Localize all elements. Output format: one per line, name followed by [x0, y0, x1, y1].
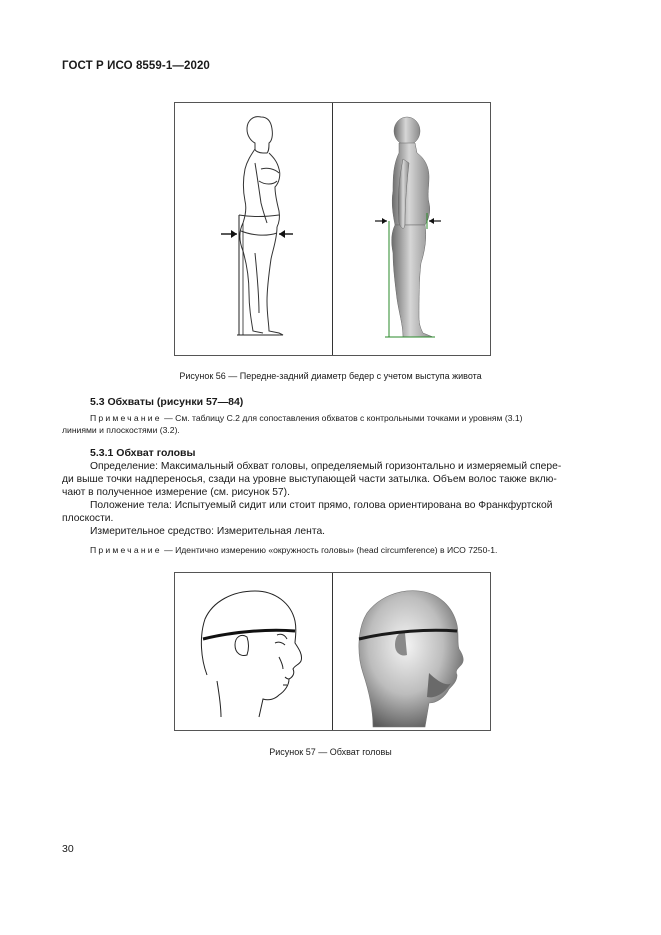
- note-text-line1: — См. таблицу С.2 для сопоставления обхватов с контрольными точками и уровням (3.1): [161, 413, 523, 423]
- instrument-line: Измерительное средство: Измерительная лента.: [90, 526, 326, 537]
- section-5-3-heading: 5.3 Обхваты (рисунки 57—84): [90, 396, 244, 408]
- note-label: Примечание: [90, 413, 162, 423]
- body-side-3d-scan: [333, 103, 490, 355]
- section-5-3-note-line2: [62, 425, 571, 436]
- definition-line-2: ди выше точки надпереносья, сзади на уровне выступающей части затылка. Объем волос также вклю-: [62, 474, 557, 485]
- head-line-drawing: [175, 573, 332, 730]
- note-text-2: — Идентично измерению «окружность головы» (head circumference) в ИСО 7250-1.: [161, 545, 498, 555]
- page-number: 30: [62, 843, 74, 855]
- definition-line-3: чают в полученное измерение (см. рисунок 57).: [62, 487, 290, 498]
- definition-line-1: Определение: Максимальный обхват головы, определяемый горизонтально и измеряемый спере-: [90, 461, 562, 472]
- head-3d-scan: [333, 573, 490, 730]
- note-text-line2: линиями и плоскостями (3.2).: [62, 425, 180, 435]
- figure-56-caption: Рисунок 56 — Передне-задний диаметр бедер с учетом выступа живота: [179, 371, 482, 381]
- position-line-2: плоскости.: [62, 513, 114, 524]
- figure-56-frame: [174, 102, 491, 356]
- section-5-3-1-note: [90, 545, 599, 556]
- document-code-header: ГОСТ Р ИСО 8559-1—2020: [62, 60, 210, 72]
- figure-57-frame: [174, 572, 491, 731]
- position-line-1: Положение тела: Испытуемый сидит или стоит прямо, голова ориентирована во Франкфуртской: [90, 500, 553, 511]
- note-label-2: Примечание: [90, 545, 162, 555]
- figure-57-caption: Рисунок 57 — Обхват головы: [269, 747, 392, 757]
- section-5-3-1-heading: 5.3.1 Обхват головы: [90, 447, 196, 459]
- section-5-3-note: [90, 413, 599, 424]
- body-side-line-drawing: [175, 103, 332, 355]
